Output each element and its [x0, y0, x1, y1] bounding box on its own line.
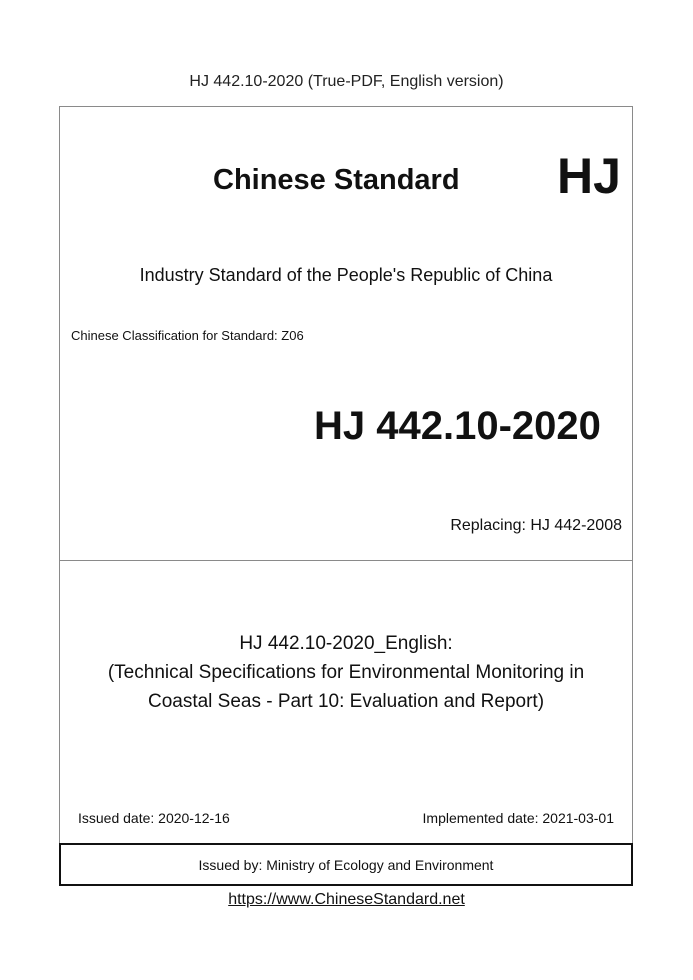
cover-frame: [59, 106, 633, 885]
document-title: [60, 629, 632, 716]
industry-line: Industry Standard of the People's Republic of China: [139, 265, 553, 285]
website-link[interactable]: https://www.ChineseStandard.net: [228, 891, 465, 908]
classification-line: Chinese Classification for Standard: Z06: [71, 328, 304, 343]
footer: [0, 891, 693, 909]
issued-by-box: [59, 843, 633, 886]
issued-by-text: Issued by: Ministry of Ecology and Environment: [198, 856, 494, 873]
implemented-date: Implemented date: 2021-03-01: [422, 810, 614, 826]
standard-number: HJ 442.10-2020: [314, 404, 601, 448]
cover-title: Chinese Standard: [213, 164, 460, 196]
document-title-line: (Technical Specifications for Environmental Monitoring in: [107, 662, 585, 683]
document-header-label: HJ 442.10-2020 (True-PDF, English version): [189, 73, 504, 90]
section-divider: [60, 560, 632, 561]
standard-prefix: HJ: [557, 148, 621, 204]
replacing-line: Replacing: HJ 442-2008: [450, 517, 622, 534]
document-title-line: Coastal Seas - Part 10: Evaluation and Report): [147, 691, 545, 712]
document-title-line: HJ 442.10-2020_English:: [239, 633, 453, 654]
issued-date: Issued date: 2020-12-16: [78, 810, 230, 826]
